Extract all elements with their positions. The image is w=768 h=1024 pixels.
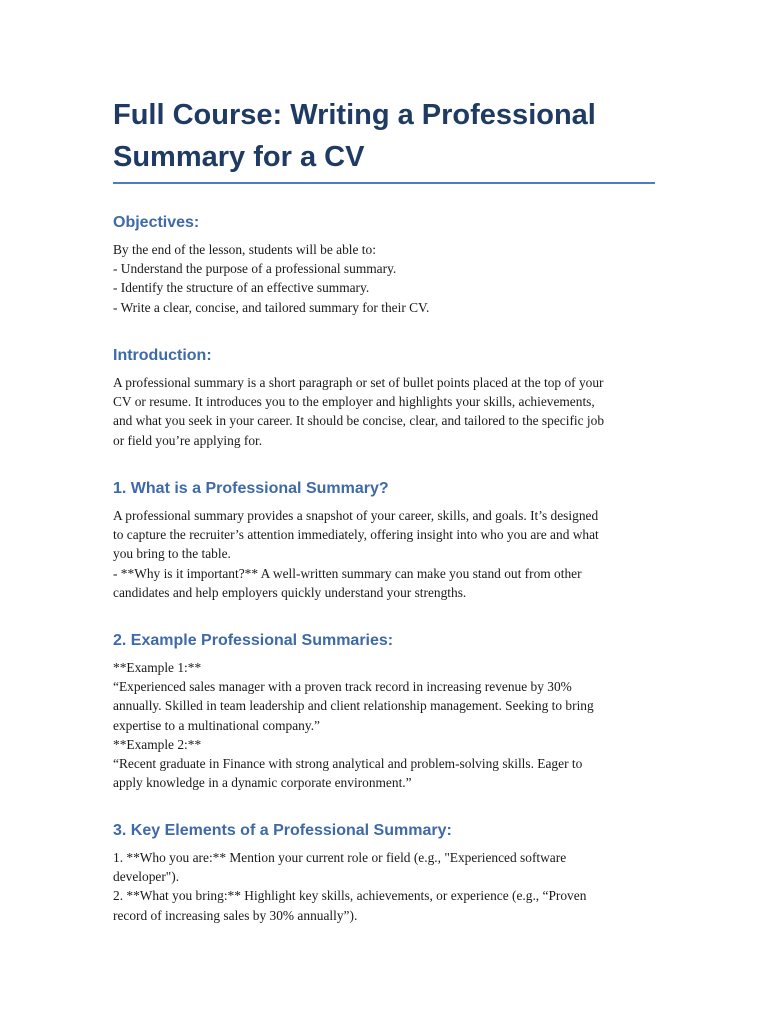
body-line: “Experienced sales manager with a proven track record in increasing revenue by 30% <box>113 679 572 695</box>
body-line: to capture the recruiter’s attention immediately, offering insight into who you are and what <box>113 527 599 543</box>
section-heading: 1. What is a Professional Summary? <box>113 480 389 497</box>
body-line: 2. **What you bring:** Highlight key skills, achievements, or experience (e.g., “Proven <box>113 888 587 904</box>
body-line: you bring to the table. <box>113 546 231 562</box>
body-line: expertise to a multinational company.” <box>113 717 320 733</box>
document-title <box>113 94 655 184</box>
section-introduction <box>113 346 658 450</box>
body-line: “Recent graduate in Finance with strong analytical and problem-solving skills. Eager to <box>113 756 583 772</box>
body-line: A professional summary provides a snapshot of your career, skills, and goals. It’s designed <box>113 508 599 523</box>
body-line: **Example 2:** <box>113 736 202 752</box>
body-line: record of increasing sales by 30% annually”). <box>113 907 358 923</box>
body-line: or field you’re applying for. <box>113 432 263 448</box>
section-examples <box>113 631 658 792</box>
section-heading: 2. Example Professional Summaries: <box>113 632 394 649</box>
section-heading: Objectives: <box>113 214 200 231</box>
section-key-elements <box>113 821 658 925</box>
section-heading: 3. Key Elements of a Professional Summary: <box>113 822 452 839</box>
body-line: - Understand the purpose of a professional summary. <box>113 261 397 277</box>
body-line: - Write a clear, concise, and tailored summary for their CV. <box>113 299 430 315</box>
title-line: Summary for a CV <box>113 141 365 173</box>
document-page <box>113 94 658 923</box>
body-line: developer"). <box>113 869 180 885</box>
body-line: A professional summary is a short paragraph or set of bullet points placed at the top of your <box>113 375 604 390</box>
section-heading: Introduction: <box>113 347 212 364</box>
title-line: Full Course: Writing a Professional <box>113 99 596 131</box>
body-line: 1. **Who you are:** Mention your current role or field (e.g., "Experienced software <box>113 850 567 865</box>
section-what-is <box>113 479 658 602</box>
body-line: apply knowledge in a dynamic corporate environment.” <box>113 775 412 791</box>
body-line: **Example 1:** <box>113 660 202 675</box>
section-objectives <box>113 213 658 317</box>
body-line: CV or resume. It introduces you to the employer and highlights your skills, achievements, <box>113 394 595 410</box>
body-line: - **Why is it important?** A well-written summary can make you stand out from other <box>113 565 582 581</box>
body-line: annually. Skilled in team leadership and client relationship management. Seeking to bring <box>113 698 594 714</box>
body-line: By the end of the lesson, students will be able to: <box>113 242 376 257</box>
body-line: - Identify the structure of an effective summary. <box>113 280 370 296</box>
body-line: candidates and help employers quickly understand your strengths. <box>113 584 467 600</box>
body-line: and what you seek in your career. It should be concise, clear, and tailored to the specific job <box>113 413 605 429</box>
